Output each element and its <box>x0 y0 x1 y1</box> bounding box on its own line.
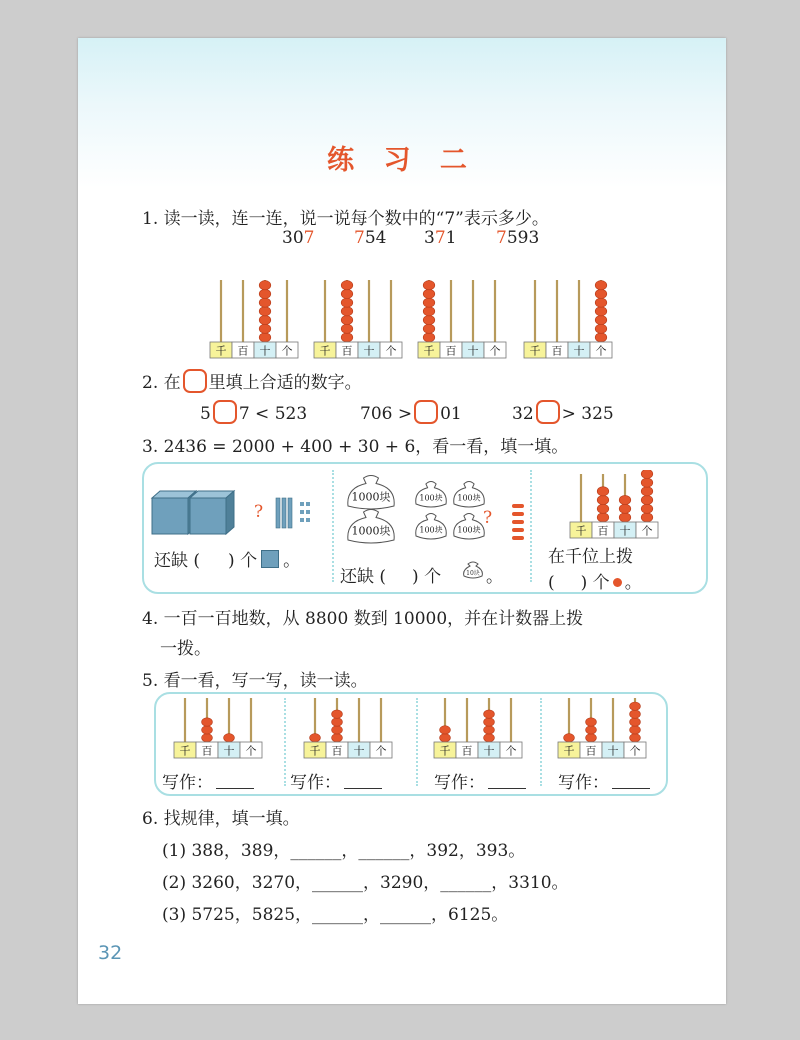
svg-text:1000块: 1000块 <box>351 524 391 538</box>
abacus-bead <box>595 281 607 290</box>
abacus-bead <box>630 734 641 742</box>
q3-coin-stack-icon <box>510 502 528 548</box>
abacus-label: 千 <box>423 344 435 358</box>
abacus-bead <box>259 307 271 316</box>
q3-mid-end: 。 <box>486 567 503 587</box>
abacus-bead <box>423 298 435 307</box>
q1-number-2: 754 <box>354 228 387 248</box>
abacus-label: 十 <box>467 344 479 358</box>
q3-abacus <box>566 470 662 540</box>
money-bag-icon <box>416 482 447 508</box>
abacus-bead <box>597 495 609 504</box>
q3-mid-text: 还缺 ( ) 个 <box>340 567 442 587</box>
abacus-bead <box>597 513 609 522</box>
abacus-label: 千 <box>215 344 227 358</box>
money-bag-icon <box>348 510 394 544</box>
abacus-bead <box>597 487 609 496</box>
abacus-bead <box>341 281 353 290</box>
q2-input-2[interactable] <box>414 400 438 424</box>
abacus-bead <box>332 710 343 718</box>
abacus-bead <box>202 726 213 734</box>
abacus-bead <box>597 504 609 513</box>
q1-abacus-row <box>78 274 726 360</box>
q5-abacus-row <box>78 694 726 760</box>
page-number: 32 <box>98 942 123 964</box>
svg-text:100块: 100块 <box>419 525 443 535</box>
bead-icon <box>613 578 622 587</box>
q6-line-2: (2) 3260，3270，______，3290，______，3310。 <box>162 873 569 893</box>
abacus-bead <box>202 734 213 742</box>
abacus-bead <box>586 734 597 742</box>
abacus-bead <box>586 726 597 734</box>
abacus-bead <box>259 315 271 324</box>
abacus-icon <box>524 280 612 358</box>
thousand-cube-icon <box>152 491 196 534</box>
abacus-icon <box>314 280 402 358</box>
abacus-bead <box>586 718 597 726</box>
page-title: 练 习 二 <box>327 145 477 176</box>
abacus-bead <box>202 718 213 726</box>
abacus-label: 个 <box>595 344 607 358</box>
abacus-label: 百 <box>341 344 353 358</box>
abacus-icon <box>304 698 392 758</box>
q2-item-3: 32 > 325 <box>512 400 614 424</box>
abacus-icon <box>418 280 506 358</box>
abacus-label: 十 <box>619 524 631 538</box>
abacus-label: 百 <box>585 744 597 758</box>
abacus-bead <box>341 307 353 316</box>
abacus-bead <box>341 324 353 333</box>
abacus-label: 十 <box>223 744 235 758</box>
money-bag-icon <box>454 514 485 540</box>
abacus-bead <box>332 726 343 734</box>
q3-money-bags <box>340 474 530 550</box>
abacus-bead <box>595 324 607 333</box>
thousand-cube-icon <box>190 491 234 534</box>
abacus-bead <box>630 718 641 726</box>
unit-cube-icon <box>300 502 310 522</box>
abacus-label: 个 <box>385 344 397 358</box>
abacus-bead <box>484 710 495 718</box>
q3-prompt: 3. 2436 = 2000 + 400 + 30 + 6，看一看，填一填。 <box>142 437 569 457</box>
money-bag-icon <box>416 514 447 540</box>
abacus-bead <box>595 333 607 342</box>
abacus-label: 十 <box>483 744 495 758</box>
abacus-bead <box>630 702 641 710</box>
q3-question-mark-2: ? <box>483 508 493 528</box>
svg-text:100块: 100块 <box>419 493 443 503</box>
q6-line-1: (1) 388，389，______，______，392，393。 <box>162 841 526 861</box>
abacus-label: 千 <box>575 524 587 538</box>
q6-prompt: 6. 找规律，填一填。 <box>142 809 300 829</box>
q1-number-1: 307 <box>282 228 315 248</box>
q5-prompt: 5. 看一看，写一写，读一读。 <box>142 671 368 691</box>
abacus-bead <box>224 734 235 742</box>
q2-prompt: 2. 在 里填上合适的数字。 <box>142 368 362 393</box>
abacus-label: 百 <box>331 744 343 758</box>
abacus-bead <box>259 333 271 342</box>
abacus-label: 千 <box>179 744 191 758</box>
abacus-bead <box>423 324 435 333</box>
abacus-bead <box>641 487 653 496</box>
abacus-bead <box>423 281 435 290</box>
q2-item-2: 706 > 01 <box>360 400 462 424</box>
abacus-label: 个 <box>245 744 257 758</box>
abacus-bead <box>619 513 631 522</box>
abacus-label: 个 <box>505 744 517 758</box>
abacus-icon <box>174 698 262 758</box>
abacus-label: 十 <box>353 744 365 758</box>
ten-rod-icon <box>276 498 292 528</box>
small-bag-icon <box>460 560 486 580</box>
q2-item-1: 5 7 < 523 <box>200 400 307 424</box>
q3-divider-1 <box>332 470 334 582</box>
q5-answer-4[interactable] <box>612 774 650 789</box>
abacus-bead <box>332 718 343 726</box>
svg-text:1000块: 1000块 <box>351 490 391 504</box>
abacus-label: 十 <box>573 344 585 358</box>
q3-question-mark-1: ? <box>254 502 264 522</box>
q3-right-line2: ( ) 个 。 <box>548 573 642 593</box>
q5-write-4: 写作： <box>558 768 653 793</box>
abacus-label: 百 <box>461 744 473 758</box>
abacus-label: 个 <box>375 744 387 758</box>
q5-write-2: 写作： <box>290 768 385 793</box>
abacus-icon <box>558 698 646 758</box>
abacus-icon <box>210 280 298 358</box>
abacus-label: 个 <box>641 524 653 538</box>
abacus-bead <box>423 333 435 342</box>
abacus-label: 千 <box>563 744 575 758</box>
abacus-bead <box>423 307 435 316</box>
abacus-bead <box>641 495 653 504</box>
abacus-label: 千 <box>439 744 451 758</box>
abacus-bead <box>484 726 495 734</box>
abacus-bead <box>423 315 435 324</box>
abacus-bead <box>630 710 641 718</box>
money-bag-icon <box>454 482 485 508</box>
abacus-label: 百 <box>201 744 213 758</box>
q3-right-line1: 在千位上拨 <box>548 547 633 567</box>
abacus-label: 千 <box>309 744 321 758</box>
abacus-bead <box>595 307 607 316</box>
abacus-bead <box>641 513 653 522</box>
q4-line1: 4. 一百一百地数，从 8800 数到 10000，并在计数器上拨 <box>142 609 584 629</box>
abacus-label: 十 <box>363 344 375 358</box>
abacus-bead <box>641 470 653 479</box>
abacus-bead <box>259 289 271 298</box>
abacus-bead <box>619 495 631 504</box>
abacus-bead <box>484 718 495 726</box>
q3-left-text: 还缺 ( ) 个 。 <box>154 551 301 571</box>
abacus-label: 个 <box>489 344 501 358</box>
abacus-icon <box>434 698 522 758</box>
textbook-page <box>78 38 726 1004</box>
q1-number-3: 371 <box>424 228 457 248</box>
abacus-bead <box>332 734 343 742</box>
q4-line2: 一拨。 <box>160 639 211 659</box>
q5-answer-1[interactable] <box>216 774 254 789</box>
abacus-label: 百 <box>597 524 609 538</box>
abacus-bead <box>564 734 575 742</box>
abacus-label: 百 <box>445 344 457 358</box>
q1-numbers <box>78 228 726 250</box>
abacus-bead <box>595 298 607 307</box>
q5-write-1: 写作： <box>162 768 257 793</box>
abacus-bead <box>484 734 495 742</box>
abacus-icon <box>570 470 658 538</box>
abacus-label: 个 <box>629 744 641 758</box>
q1-number-4: 7593 <box>496 228 540 248</box>
q1-prompt: 1. 读一读，连一连，说一说每个数中的“7”表示多少。 <box>142 209 549 229</box>
abacus-bead <box>630 726 641 734</box>
abacus-label: 百 <box>237 344 249 358</box>
abacus-label: 千 <box>319 344 331 358</box>
q2-input-3[interactable] <box>536 400 560 424</box>
q3-divider-2 <box>530 470 532 582</box>
svg-text:100块: 100块 <box>457 493 481 503</box>
abacus-bead <box>341 333 353 342</box>
hundred-flat-icon <box>261 550 279 568</box>
svg-text:100块: 100块 <box>457 525 481 535</box>
abacus-bead <box>341 315 353 324</box>
money-bag-icon <box>348 476 394 510</box>
abacus-bead <box>341 298 353 307</box>
abacus-bead <box>310 734 321 742</box>
q5-answer-2[interactable] <box>344 774 382 789</box>
svg-text:10块: 10块 <box>466 570 480 577</box>
abacus-label: 十 <box>607 744 619 758</box>
abacus-label: 千 <box>529 344 541 358</box>
abacus-label: 百 <box>551 344 563 358</box>
abacus-label: 十 <box>259 344 271 358</box>
abacus-bead <box>440 734 451 742</box>
abacus-bead <box>259 298 271 307</box>
abacus-bead <box>641 504 653 513</box>
abacus-bead <box>595 289 607 298</box>
abacus-bead <box>259 324 271 333</box>
abacus-bead <box>440 726 451 734</box>
abacus-bead <box>619 504 631 513</box>
answer-box-icon <box>183 369 207 393</box>
abacus-bead <box>259 281 271 290</box>
abacus-label: 个 <box>281 344 293 358</box>
abacus-bead <box>641 478 653 487</box>
abacus-bead <box>341 289 353 298</box>
abacus-bead <box>423 289 435 298</box>
abacus-bead <box>595 315 607 324</box>
q6-line-3: (3) 5725，5825，______，______，6125。 <box>162 905 509 925</box>
q3-blocks <box>148 488 318 538</box>
q5-write-3: 写作： <box>434 768 529 793</box>
q2-input-1[interactable] <box>213 400 237 424</box>
q5-answer-3[interactable] <box>488 774 526 789</box>
